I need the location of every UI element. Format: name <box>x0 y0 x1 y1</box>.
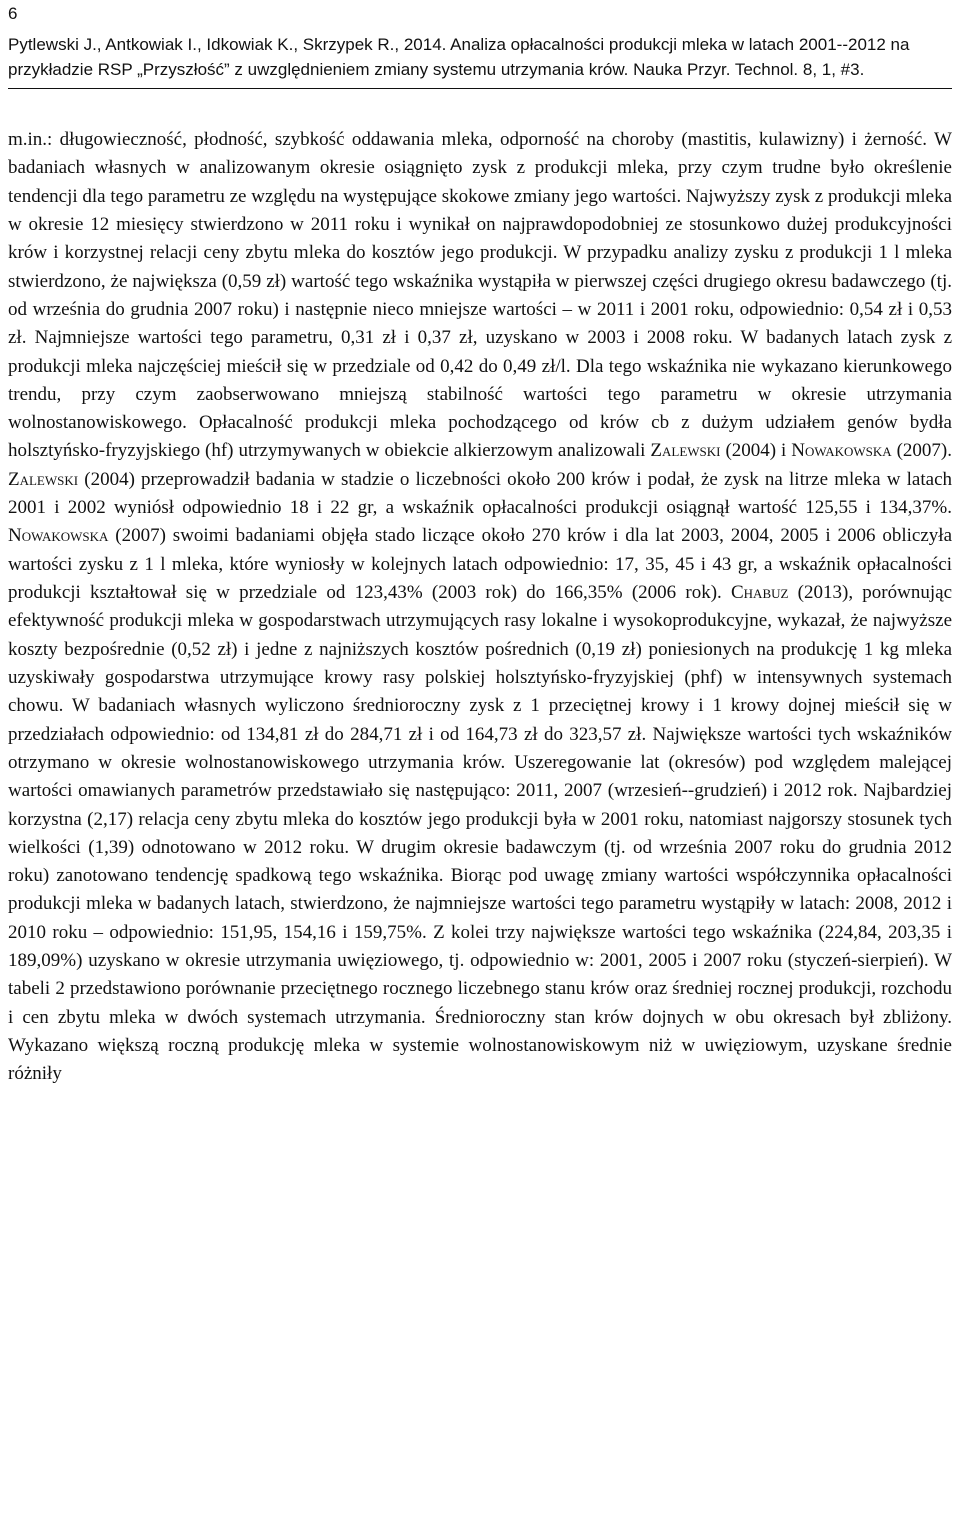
author-name-nowakowska: Nowakowska <box>8 525 109 547</box>
body-text-segment: (2013), porównując efektywność produkcji mleka w gospodarstwach utrzymujących rasy lokalne i wysokoprodukcyjne, wykazał, że najwyższe koszty bezpośrednie (0,52 zł) i jedne z najniższych kosztów pośrednich (0,19 zł) poniesionych na produkcję 1 kg mleka uzyskiwały gospodarstwa utrzymujące krowy rasy polskiej holsztyńsko-fryzyjskiej (phf) w intensywnych systemach chowu. W badaniach własnych wyliczono średnioroczny zysk z 1 przeciętnej krowy i 1 krowy dojnej mieścił się w przedziałach odpowiednio: od 134,81 zł do 284,71 zł i od 164,73 zł do 323,57 zł. Największe wartości tych wskaźników otrzymano w okresie wolnostanowiskowego utrzymania krów. Uszeregowanie lat (okresów) pod względem malejącej wartości omawianych parametrów przedstawiało się następująco: 2011, 2007 (wrzesień--grudzień) i 2012 rok. Najbardziej korzystna (2,17) relacja ceny zbytu mleka do kosztów jego produkcji była w 2001 roku, natomiast najgorszy stosunek tych wielkości (1,39) odnotowano w 2012 roku. W drugim okresie badawczym (tj. od września 2007 roku do grudnia 2012 roku) zanotowano tendencję spadkową tego wskaźnika. Biorąc pod uwagę zmiany wartości współczynnika opłacalności produkcji mleka w badanych latach, stwierdzono, że najmniejsze wartości tego parametru wystąpiły w latach: 2008, 2012 i 2010 roku – odpowiednio: 151,95, 154,16 i 159,75%. Z kolei trzy największe wartości tego wskaźnika (224,84, 203,35 i 189,09%) uzyskano w okresie utrzymania uwięziowego, tj. odpowiednio w: 2001, 2005 i 2007 roku (styczeń-sierpień). W tabeli 2 przedstawiono porównanie przeciętnego rocznego liczebnego stanu krów oraz średniej rocznej produkcji, rozchodu i cen zbytu mleka w dwóch systemach utrzymania. Średnioroczny stan krów dojnych w obu okresach był zbliżony. Wykazano większą roczną produkcję mleka w systemie wolnostanowiskowym niż w uwięziowym, uzyskane średnie różniły <box>8 582 952 1085</box>
author-name-chabuz: Chabuz <box>731 582 789 603</box>
citation-header: Pytlewski J., Antkowiak I., Idkowiak K., Skrzypek R., 2014. Analiza opłacalności produkcji mleka w latach 2001--2012 na przykładzie RSP „Przyszłość” z uwzględnieniem zmiany systemu utrzymania krów. Nauka Przyr. Technol. 8, 1, #3. <box>8 32 952 89</box>
author-name-zalewski: Zalewski <box>8 468 79 490</box>
author-name-zalewski: Zalewski <box>650 440 721 462</box>
body-text-segment: (2004) przeprowadził badania w stadzie o liczebności około 200 krów i podał, że zysk na litrze mleka w latach 2001 i 2002 wyniósł odpowiednio 18 i 22 gr, a wskaźnik opłacalności produkcji osiągnął wartość 125,55 i 134,37%. <box>8 468 952 519</box>
author-name-nowakowska: Nowakowska <box>791 440 892 462</box>
body-text-segment: m.in.: długowieczność, płodność, szybkość oddawania mleka, odporność na choroby (mastitis, kulawizny) i żerność. W badaniach własnych w analizowanym okresie osiągnięto zysk z produkcji mleka, przy czym trudne było określenie tendencji dla tego parametru ze względu na występujące skokowe zmiany jego wartości. Najwyższy zysk z produkcji mleka w okresie 12 miesięcy stwierdzono w 2011 roku i wynikał on najprawdopodobniej ze stosunkowo dużej produkcyjności krów i korzystnej relacji ceny zbytu mleka do kosztów jego produkcji. W przypadku analizy zysku z produkcji 1 l mleka stwierdzono, że największa (0,59 zł) wartość tego wskaźnika wystąpiła w pierwszej części drugiego okresu badawczego (tj. od września do grudnia 2007 roku) i następnie nieco mniejsze wartości – w 2011 i 2001 roku, odpowiednio: 0,54 zł i 0,53 zł. Najmniejsze wartości tego parametru, 0,31 zł i 0,37 zł, uzyskano w 2003 i 2008 roku. W badanych latach zysk z produkcji mleka najczęściej mieścił się w przedziale od 0,42 do 0,49 zł/l. Dla tego wskaźnika nie wykazano kierunkowego trendu, przy czym zaobserwowano mniejszą stabilność wartości tego parametru w okresie utrzymania wolnostanowiskowego. Opłacalność produkcji mleka pochodzącego od krów cb z dużym udziałem genów bydła holsztyńsko-fryzyjskiego (hf) utrzymywanych w obiekcie alkierzowym analizowali <box>8 129 952 462</box>
body-text-segment: (2004) i <box>720 440 792 462</box>
paper-page <box>8 4 952 1089</box>
body-paragraph <box>8 126 952 1089</box>
body-text-segment: (2007) swoimi badaniami objęła stado liczące około 270 krów i dla lat 2003, 2004, 2005 i 2006 obliczyła wartości zysku z 1 l mleka, które wyniosły w kolejnych latach odpowiednio: 17, 35, 45 i 43 gr, a wskaźnik opłacalności produkcji kształtował się w przedziale od 123,43% (2003 rok) do 166,35% (2006 rok). <box>8 525 952 603</box>
page-number: 6 <box>8 4 18 23</box>
body-text-segment: (2007). <box>891 440 953 462</box>
